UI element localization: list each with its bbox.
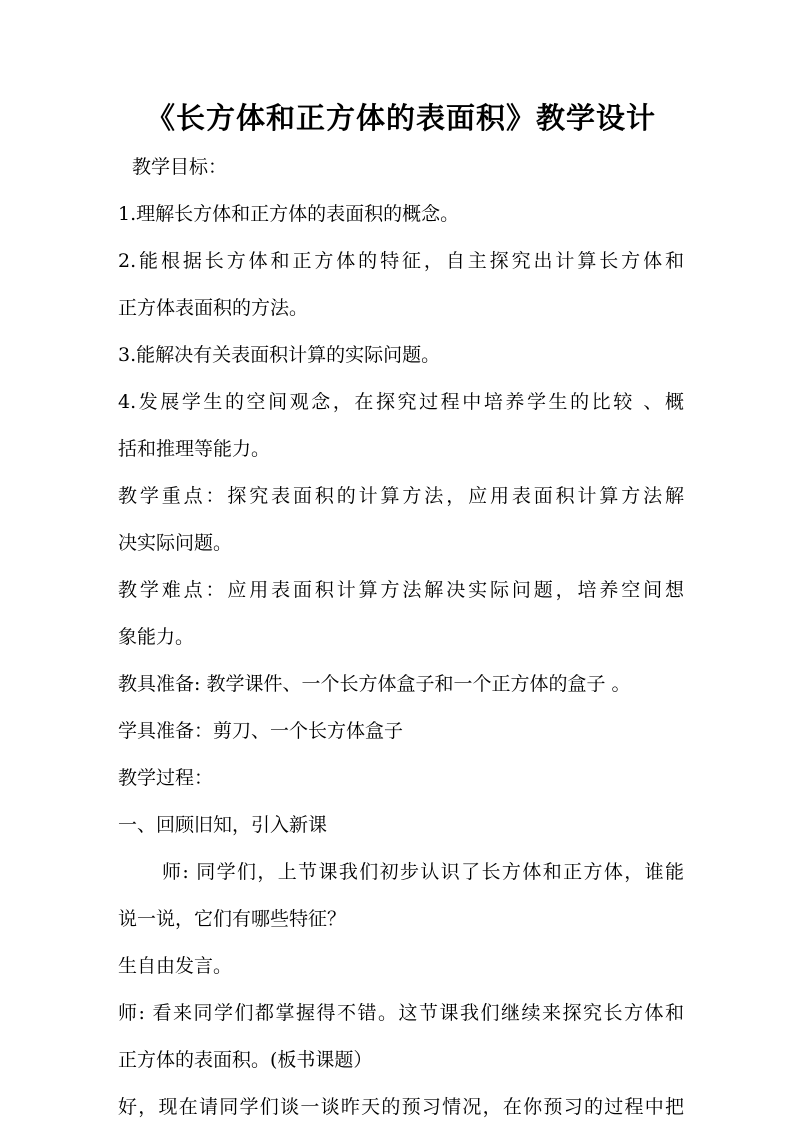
learning-aids: 学具准备：剪刀、一个长方体盒子 <box>118 720 404 742</box>
student-response: 生自由发言。 <box>118 955 233 977</box>
objective-4-line-2: 括和推理等能力。 <box>118 438 271 460</box>
teacher-dialogue-3-line-1: 好，现在请同学们谈一谈昨天的预习情况，在你预习的过程中把 <box>118 1096 684 1118</box>
difficulties-line-2: 象能力。 <box>118 626 195 648</box>
objective-2-line-2: 正方体表面积的方法。 <box>118 297 309 319</box>
difficulties-line-1: 教学难点：应用表面积计算方法解决实际问题，培养空间想 <box>118 579 684 601</box>
objective-1: 1.理解长方体和正方体的表面积的概念。 <box>118 203 460 225</box>
key-points-line-1: 教学重点：探究表面积的计算方法，应用表面积计算方法解 <box>118 485 684 507</box>
process-step-1-heading: 一、回顾旧知，引入新课 <box>118 814 328 836</box>
key-points-line-2: 决实际问题。 <box>118 532 233 554</box>
objective-2-line-1: 2.能根据长方体和正方体的特征，自主探究出计算长方体和 <box>118 250 684 272</box>
teacher-dialogue-1-line-2: 说一说，它们有哪些特征？ <box>118 908 347 930</box>
teaching-aids: 教具准备: 教学课件、一个长方体盒子和一个正方体的盒子 。 <box>118 673 631 695</box>
teacher-dialogue-2-line-2: 正方体的表面积。(板书课题） <box>118 1049 373 1071</box>
section-heading-process: 教学过程： <box>118 767 214 789</box>
document-title: 《长方体和正方体的表面积》教学设计 <box>145 101 656 135</box>
objective-3: 3.能解决有关表面积计算的实际问题。 <box>118 344 441 366</box>
teacher-dialogue-1-line-1: 师: 同学们，上节课我们初步认识了长方体和正方体，谁能 <box>162 861 684 883</box>
section-heading-objectives: 教学目标： <box>132 156 228 178</box>
objective-4-line-1: 4.发展学生的空间观念，在探究过程中培养学生的比较 、概 <box>118 391 684 413</box>
teacher-dialogue-2-line-1: 师: 看来同学们都掌握得不错。这节课我们继续来探究长方体和 <box>118 1002 684 1024</box>
